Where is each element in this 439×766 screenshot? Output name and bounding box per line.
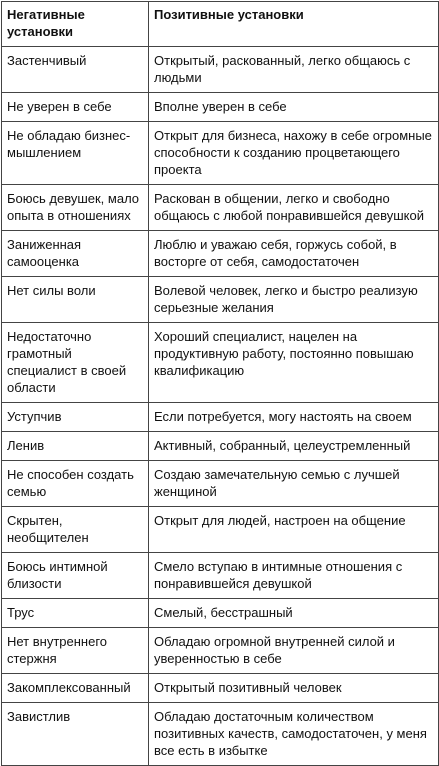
positive-attitude-cell: Если потребуется, могу настоять на своем bbox=[149, 403, 439, 432]
positive-attitude-cell: Создаю замечательную семью с лучшей женщиной bbox=[149, 461, 439, 507]
table-row bbox=[2, 47, 439, 93]
document-page bbox=[1, 1, 438, 766]
table-row bbox=[2, 403, 439, 432]
positive-attitude-cell: Активный, собранный, целеустремленный bbox=[149, 432, 439, 461]
negative-attitude-cell: Заниженная самооценка bbox=[2, 231, 149, 277]
negative-attitude-cell: Трус bbox=[2, 599, 149, 628]
negative-attitude-cell: Недостаточно грамотный специалист в своей области bbox=[2, 323, 149, 403]
positive-attitude-cell: Волевой человек, легко и быстро реализую серьезные желания bbox=[149, 277, 439, 323]
table-row bbox=[2, 185, 439, 231]
negative-attitude-cell: Закомплексованный bbox=[2, 674, 149, 703]
negative-attitude-cell: Скрытен, необщителен bbox=[2, 507, 149, 553]
attitudes-table bbox=[1, 1, 439, 766]
table-row bbox=[2, 507, 439, 553]
table-row bbox=[2, 93, 439, 122]
negative-column-header: Негативные установки bbox=[2, 2, 149, 47]
table-row bbox=[2, 461, 439, 507]
positive-attitude-cell: Вполне уверен в себе bbox=[149, 93, 439, 122]
negative-attitude-cell: Застенчивый bbox=[2, 47, 149, 93]
negative-attitude-cell: Не обладаю бизнес-мышлением bbox=[2, 122, 149, 185]
table-row bbox=[2, 323, 439, 403]
positive-attitude-cell: Открытый, раскованный, легко общаюсь с людьми bbox=[149, 47, 439, 93]
table-row bbox=[2, 277, 439, 323]
positive-attitude-cell: Открыт для бизнеса, нахожу в себе огромные способности к созданию процветающего проекта bbox=[149, 122, 439, 185]
table-row bbox=[2, 553, 439, 599]
header-row bbox=[2, 2, 439, 47]
negative-attitude-cell: Нет внутреннего стержня bbox=[2, 628, 149, 674]
positive-attitude-cell: Люблю и уважаю себя, горжусь собой, в восторге от себя, самодостаточен bbox=[149, 231, 439, 277]
negative-attitude-cell: Боюсь интимной близости bbox=[2, 553, 149, 599]
table-row bbox=[2, 628, 439, 674]
positive-attitude-cell: Открыт для людей, настроен на общение bbox=[149, 507, 439, 553]
negative-attitude-cell: Ленив bbox=[2, 432, 149, 461]
table-row bbox=[2, 674, 439, 703]
negative-attitude-cell: Не уверен в себе bbox=[2, 93, 149, 122]
table-row bbox=[2, 599, 439, 628]
positive-attitude-cell: Обладаю огромной внутренней силой и уверенностью в себе bbox=[149, 628, 439, 674]
negative-attitude-cell: Не способен создать семью bbox=[2, 461, 149, 507]
positive-attitude-cell: Открытый позитивный человек bbox=[149, 674, 439, 703]
table-row bbox=[2, 703, 439, 766]
negative-attitude-cell: Уступчив bbox=[2, 403, 149, 432]
table-row bbox=[2, 122, 439, 185]
positive-attitude-cell: Обладаю достаточным количеством позитивных качеств, самодостаточен, у меня все есть в избытке bbox=[149, 703, 439, 766]
negative-attitude-cell: Боюсь девушек, мало опыта в отношениях bbox=[2, 185, 149, 231]
negative-attitude-cell: Завистлив bbox=[2, 703, 149, 766]
positive-attitude-cell: Смелый, бесстрашный bbox=[149, 599, 439, 628]
positive-attitude-cell: Раскован в общении, легко и свободно общаюсь с любой понравившейся девушкой bbox=[149, 185, 439, 231]
positive-column-header: Позитивные установки bbox=[149, 2, 439, 47]
positive-attitude-cell: Хороший специалист, нацелен на продуктивную работу, постоянно повышаю квалификацию bbox=[149, 323, 439, 403]
negative-attitude-cell: Нет силы воли bbox=[2, 277, 149, 323]
positive-attitude-cell: Смело вступаю в интимные отношения с понравившейся девушкой bbox=[149, 553, 439, 599]
table-row bbox=[2, 432, 439, 461]
table-row bbox=[2, 231, 439, 277]
